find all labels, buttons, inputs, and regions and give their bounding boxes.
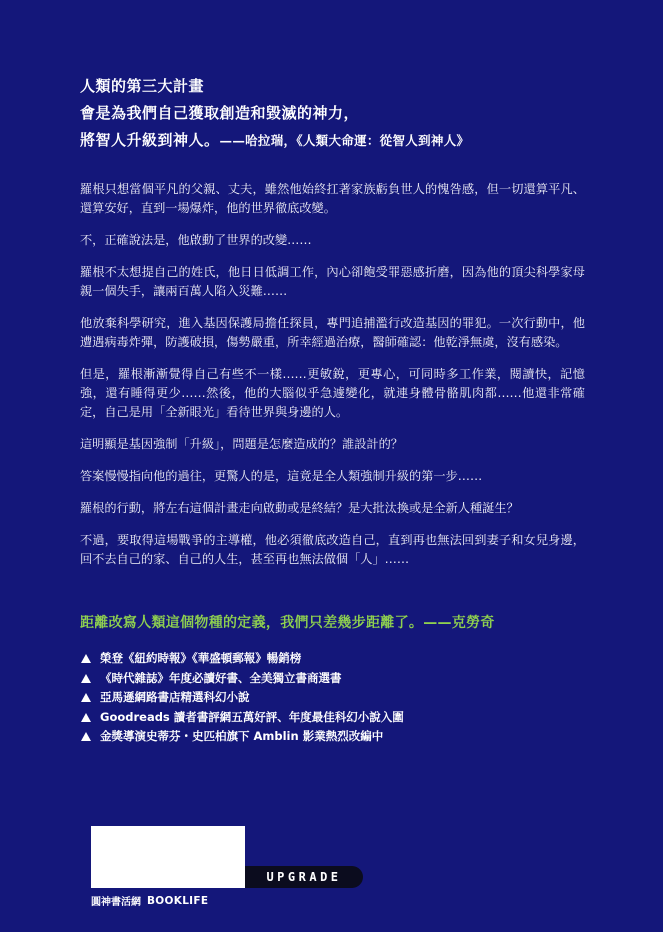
award-item (80, 727, 600, 747)
triangle-bullet-icon (81, 732, 91, 741)
synopsis-paragraph: 羅根的行動，將左右這個計畫走向啟動或是終結？是大批汰換或是全新人種誕生？ (80, 501, 519, 515)
synopsis-paragraph: 不過，要取得這場戰爭的主導權，他必須徹底改造自己，直到再也無法回到妻子和女兒身邊，回不去自己的家、自己的人生，甚至再也無法做個「人」…… (80, 533, 585, 566)
quote-line-2: 會是為我們自己獲取創造和毀滅的神力， (80, 104, 360, 122)
synopsis-paragraph: 答案慢慢指向他的過往，更驚人的是，這竟是全人類強制升級的第一步…… (80, 469, 483, 483)
quote-line-3 (80, 127, 600, 154)
quote-line-3-main: 將智人升級到神人。 (80, 131, 220, 149)
publisher-name: 圓神書活網 (91, 897, 141, 908)
award-item (80, 688, 600, 708)
synopsis-paragraph: 羅根不太想提自己的姓氏，他日日低調工作，內心卻飽受罪惡感折磨，因為他的頂尖科學家母親一個失手，讓兩百萬人陷入災難…… (80, 265, 585, 298)
upgrade-badge (245, 866, 363, 888)
award-text: 《時代雜誌》年度必讀好書、全美獨立書商選書 (100, 670, 342, 685)
synopsis-paragraph: 他放棄科學研究，進入基因保護局擔任探員，專門追捕濫行改造基因的罪犯。一次行動中，他遭遇病毒炸彈，防護破損，傷勢嚴重，所幸經過治療，醫師確認：他乾淨無虞，沒有感染。 (80, 316, 585, 349)
triangle-bullet-icon (81, 654, 91, 663)
synopsis (80, 180, 585, 582)
synopsis-paragraph: 不，正確說法是，他啟動了世界的改變…… (80, 233, 312, 247)
barcode-area (91, 826, 245, 888)
synopsis-paragraph: 但是，羅根漸漸覺得自己有些不一樣……更敏銳，更專心，可同時多工作業，閱讀快，記憶強，還有睡得更少……然後，他的大腦似乎急遽變化，就連身體骨骼肌肉都……他還非常確定，自己是用「全新眼光」看待世界與身邊的人。 (80, 367, 585, 419)
award-text: Goodreads 讀者書評網五萬好評、年度最佳科幻小說入圍 (100, 709, 404, 724)
quote-line-1: 人類的第三大計畫 (80, 77, 205, 95)
award-item (80, 669, 600, 689)
awards-list (80, 649, 600, 747)
badge-label: UPGRADE (266, 870, 342, 884)
publisher-imprint: BOOKLIFE (147, 894, 209, 907)
award-text: 亞馬遜網路書店精選科幻小說 (100, 690, 250, 704)
epigraph-quote (80, 73, 600, 154)
synopsis-paragraph: 這明顯是基因強制「升級」，問題是怎麼造成的？誰設計的？ (80, 437, 403, 451)
award-item (80, 649, 600, 669)
synopsis-paragraph: 羅根只想當個平凡的父親、丈夫，雖然他始終扛著家族虧負世人的愧咎感，但一切還算平凡、還算安好，直到一場爆炸，他的世界徹底改變。 (80, 182, 585, 215)
triangle-bullet-icon (81, 674, 91, 683)
tagline: 距離改寫人類這個物種的定義，我們只差幾步距離了。——克勞奇 (80, 615, 495, 631)
triangle-bullet-icon (81, 713, 91, 722)
triangle-bullet-icon (81, 693, 91, 702)
quote-attribution: ——哈拉瑞，《人類大命運：從智人到神人》 (219, 133, 470, 148)
publisher-logo (91, 893, 208, 908)
award-text: 金獎導演史蒂芬・史匹柏旗下 Amblin 影業熱烈改編中 (100, 729, 384, 743)
award-text: 榮登《紐約時報》《華盛頓郵報》暢銷榜 (100, 651, 302, 665)
award-item (80, 708, 600, 728)
